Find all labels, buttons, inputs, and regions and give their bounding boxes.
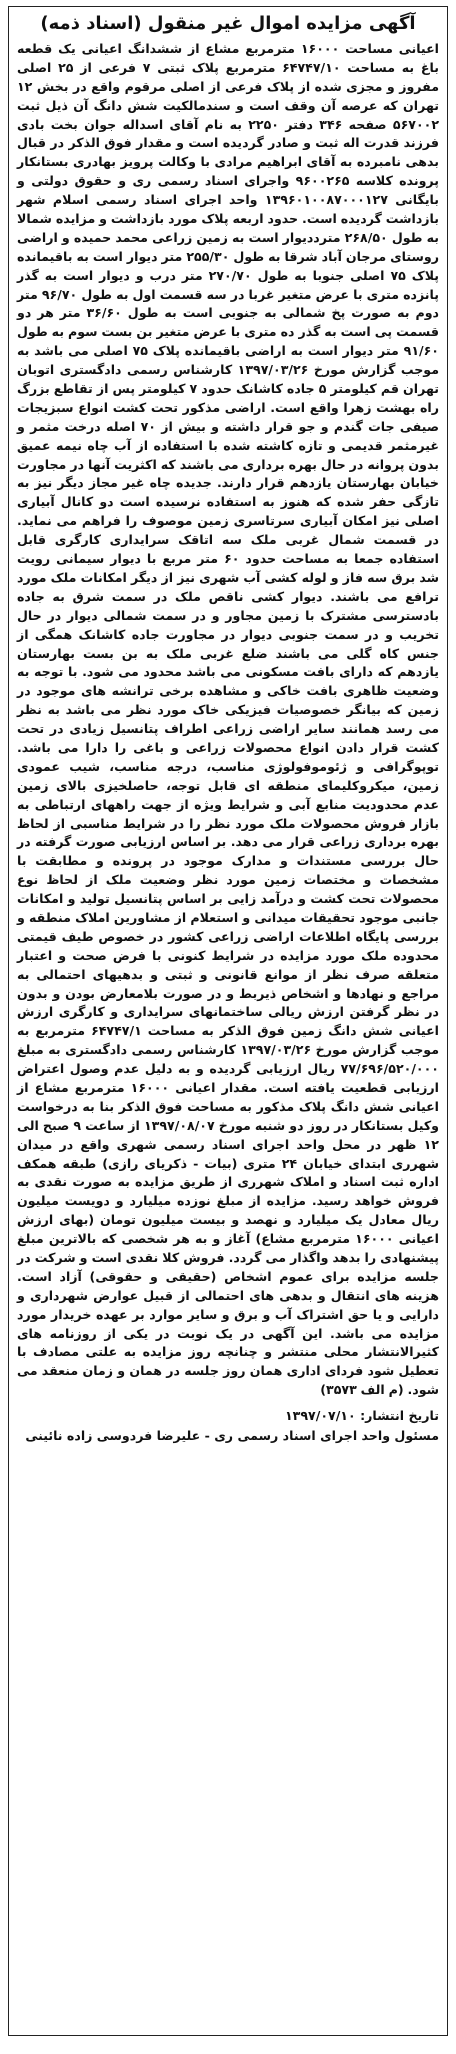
auction-notice — [8, 6, 448, 2036]
notice-body — [17, 40, 439, 1400]
signature-line: مسئول واحد اجرای اسناد رسمی ری - علیرضا فردوسی زاده نائینی — [25, 1428, 439, 1444]
notice-title: آگهی مزایده اموال غیر منقول (اسناد ذمه) — [40, 13, 416, 34]
publish-date: تاریخ انتشار: ۱۳۹۷/۰۷/۱۰ — [284, 1408, 439, 1424]
notice-footer — [17, 1406, 439, 1446]
notice-paragraph: اعیانی مساحت ۱۶۰۰۰ مترمربع مشاع از ششدانگ اعیانی یک قطعه باغ به مساحت ۶۴۷۴۷/۱۰ مترمربع پلاک ثبتی ۷ فرعی از ۲۵ اصلی مفروز و مجزی شده از پلاک فرعی از اصلی مرقوم واقع در بخش ۱۲ تهران که عرصه آن وقف است و سندمالکیت شش دانگ آن ذیل ثبت ۵۶۷۰۰۲ صفحه ۳۴۶ دفتر ۲۲۵۰ به نام آقای اسداله جوان بخت بادی فرزند قدرت اله ثبت و صادر گردیده است و مقدار فوق الذکر در قبال بدهی نامبرده به آقای ابراهیم مرادی با وکالت پرویز بهادری بستانکار پرونده کلاسه ۹۶۰۰۲۶۵ واجرای اسناد رسمی ری و حقوق دولتی و بایگانی ۱۳۹۶۰۱۰۰۸۷۰۰۰۱۲۷ واحد اجرای اسناد رسمی اسلام شهر بازداشت گردیده است. حدود اربعه پلاک مورد بازداشت و مزایده شمالا به طول ۲۶۸/۵۰ مترددیوار است به زمین زراعی محمد حمیده و اراضی روستای مرجان آباد شرقا به طول ۲۵۵/۳۰ متر دیوار است به باقیمانده پلاک ۷۵ اصلی جنوبا به طول ۲۷۰/۷۰ متر درب و دیوار است به گذر پانزده متری با عرض متغیر غربا در سه قسمت اول به طول ۹۶/۷۰ متر دوم به صورت پخ شمالی به جنوبی است به طول ۳۶/۶۰ متر هر دو قسمت پی است به گذر ده متری با عرض متغیر بن بست سوم به طول ۹۱/۶۰ متر دیوار است به اراضی باقیمانده پلاک ۷۵ اصلی می باشد به موجب گزارش مورخ ۱۳۹۷/۰۳/۲۶ کارشناس رسمی دادگستری اتوبان تهران قم کیلومتر ۵ جاده کاشانک حدود ۷ کیلومتر پس از تقاطع بزرگ راه بهشت زهرا واقع است. اراضی مذکور تحت کشت انواع سبزیجات صیفی جات گندم و جو قرار داشته و بیش از ۷۰ اصله درخت مثمر و غیرمثمر قدیمی و تازه کاشته شده با استفاده از آب چاه نیمه عمیق بدون پروانه در حال بهره برداری می باشند که اکثریت آنها در مجاورت خیابان بهارستان یازدهم قرار دارند. جدیده چاه غیر مجاز دیگر نیز به تازگی حفر شده که هنوز به استفاده نرسیده است دو کانال آبیاری اصلی نیز امکان آبیاری سرتاسری زمین موصوف را فراهم می نماید. در قسمت شمال غربی ملک سه اتاقک سرایداری کارگری قابل استفاده جمعا به مساحت حدود ۶۰ متر مربع با دیوار سیمانی رویت شد برق سه فاز و لوله کشی آب شهری نیز از دیگر امکانات ملک مورد ترافع می باشند. دیوار کشی ناقص ملک در سمت شرق به جاده بادسترسی مشترک با زمین مجاور و در سمت شمالی دیوار در حال تخریب و در سمت جنوبی دیوار در مجاورت جاده کاشانک همگی از جنس کاه گلی می باشند ضلع غربی ملک به بن بست بهارستان یازدهم که دارای بافت مسکونی می باشد محدود می شود. با توجه به وضعیت ظاهری بافت خاکی و مشاهده برخی ترانشه های موجود در زمین که بیانگر خصوصیات فیزیکی خاک مورد نظر می باشد به نظر می رسد همانند سایر اراضی زراعی اطراف پتانسیل زیادی در تحت کشت قرار دادن انواع محصولات زراعی و باغی را دارا می باشد. توپوگرافی و ژئوموفولوژی مناسب، درجه مناسب، شیب عمودی زمین، میکروکلیمای منطقه ای قابل توجه، حاصلخیزی بالای زمین عدم محدودیت منابع آبی و شرایط ویژه از جهت راههای ارتباطی به بازار فروش محصولات ملک مورد نظر را در شرایط مناسبی از لحاظ بهره برداری زراعی قرار می دهد. بر اساس ارزیابی صورت گرفته در حال بررسی مستندات و مدارک موجود در پرونده و مطابقت با مشخصات و مختصات زمین مورد نظر وضعیت ملک از لحاظ نوع محصولات تحت کشت و درآمد زایی بر اساس پتانسیل تولید و امکانات جانبی موجود تحقیقات میدانی و استعلام از مشاورین املاک منطقه و بررسی پایگاه اطلاعات اراضی زراعی کشور در خصوص طیف قیمتی محدوده ملک مورد مزایده در شرایط کنونی با فرض صحت و اعتبار متعلقه صرف نظر از موانع قانونی و ثبتی و بدهیهای احتمالی به مراجع و نهادها و اشخاص ذیربط و در صورت بلامعارض بودن و بدون در نظر گرفتن ارزش ریالی ساختمانهای سرایداری و کارگری ارزش اعیانی شش دانگ زمین فوق الذکر به مساحت ۶۴۷۴۷/۱ مترمربع به موجب گزارش مورخ ۱۳۹۷/۰۳/۲۶ کارشناس رسمی دادگستری به مبلغ ۷۷/۶۹۶/۵۲۰/۰۰۰ ریال ارزیابی گردیده و به دلیل عدم وصول اعتراض ارزیابی قطعیت یافته است. مقدار اعیانی ۱۶۰۰۰ مترمربع مشاع از اعیانی شش دانگ پلاک مذکور به مساحت فوق الذکر بنا به درخواست وکیل بستانکار در روز دو شنبه مورخ ۱۳۹۷/۰۸/۰۷ از ساعت ۹ صبح الی ۱۲ ظهر در محل واحد اجرای اسناد رسمی شهری واقع در میدان شهرری ابتدای خیابان ۲۴ متری (بیات - ذکریای رازی) طبقه همکف اداره ثبت اسناد و املاک شهرری از طریق مزایده به صورت نقدی به فروش خواهد رسید. مزایده از مبلغ نوزده میلیارد و دویست میلیون ریال معادل یک میلیارد و نهصد و بیست میلیون تومان (بهای ارزش اعیانی ۱۶۰۰۰ مترمربع مشاع) آغاز و به هر شخصی که بالاترین مبلغ پیشنهادی را بدهد واگذار می گردد. فروش کلا نقدی است و شرکت در جلسه مزایده برای عموم اشخاص (حقیقی و حقوقی) آزاد است. هزینه های انتقال و بدهی های احتمالی از قبیل عوارض شهرداری و دارایی و یا حق اشتراک آب و برق و سایر موارد بر عهده خریدار مورد مزایده می باشد. این آگهی در یک نوبت در یکی از روزنامه های کثیرالانتشار محلی منتشر و چنانچه روز مزایده به علتی مصادف با تعطیل شود فردای اداری همان روز جلسه در همان و زمان منعقد می شود. (م الف ۳۵۷۳) — [17, 41, 440, 1398]
